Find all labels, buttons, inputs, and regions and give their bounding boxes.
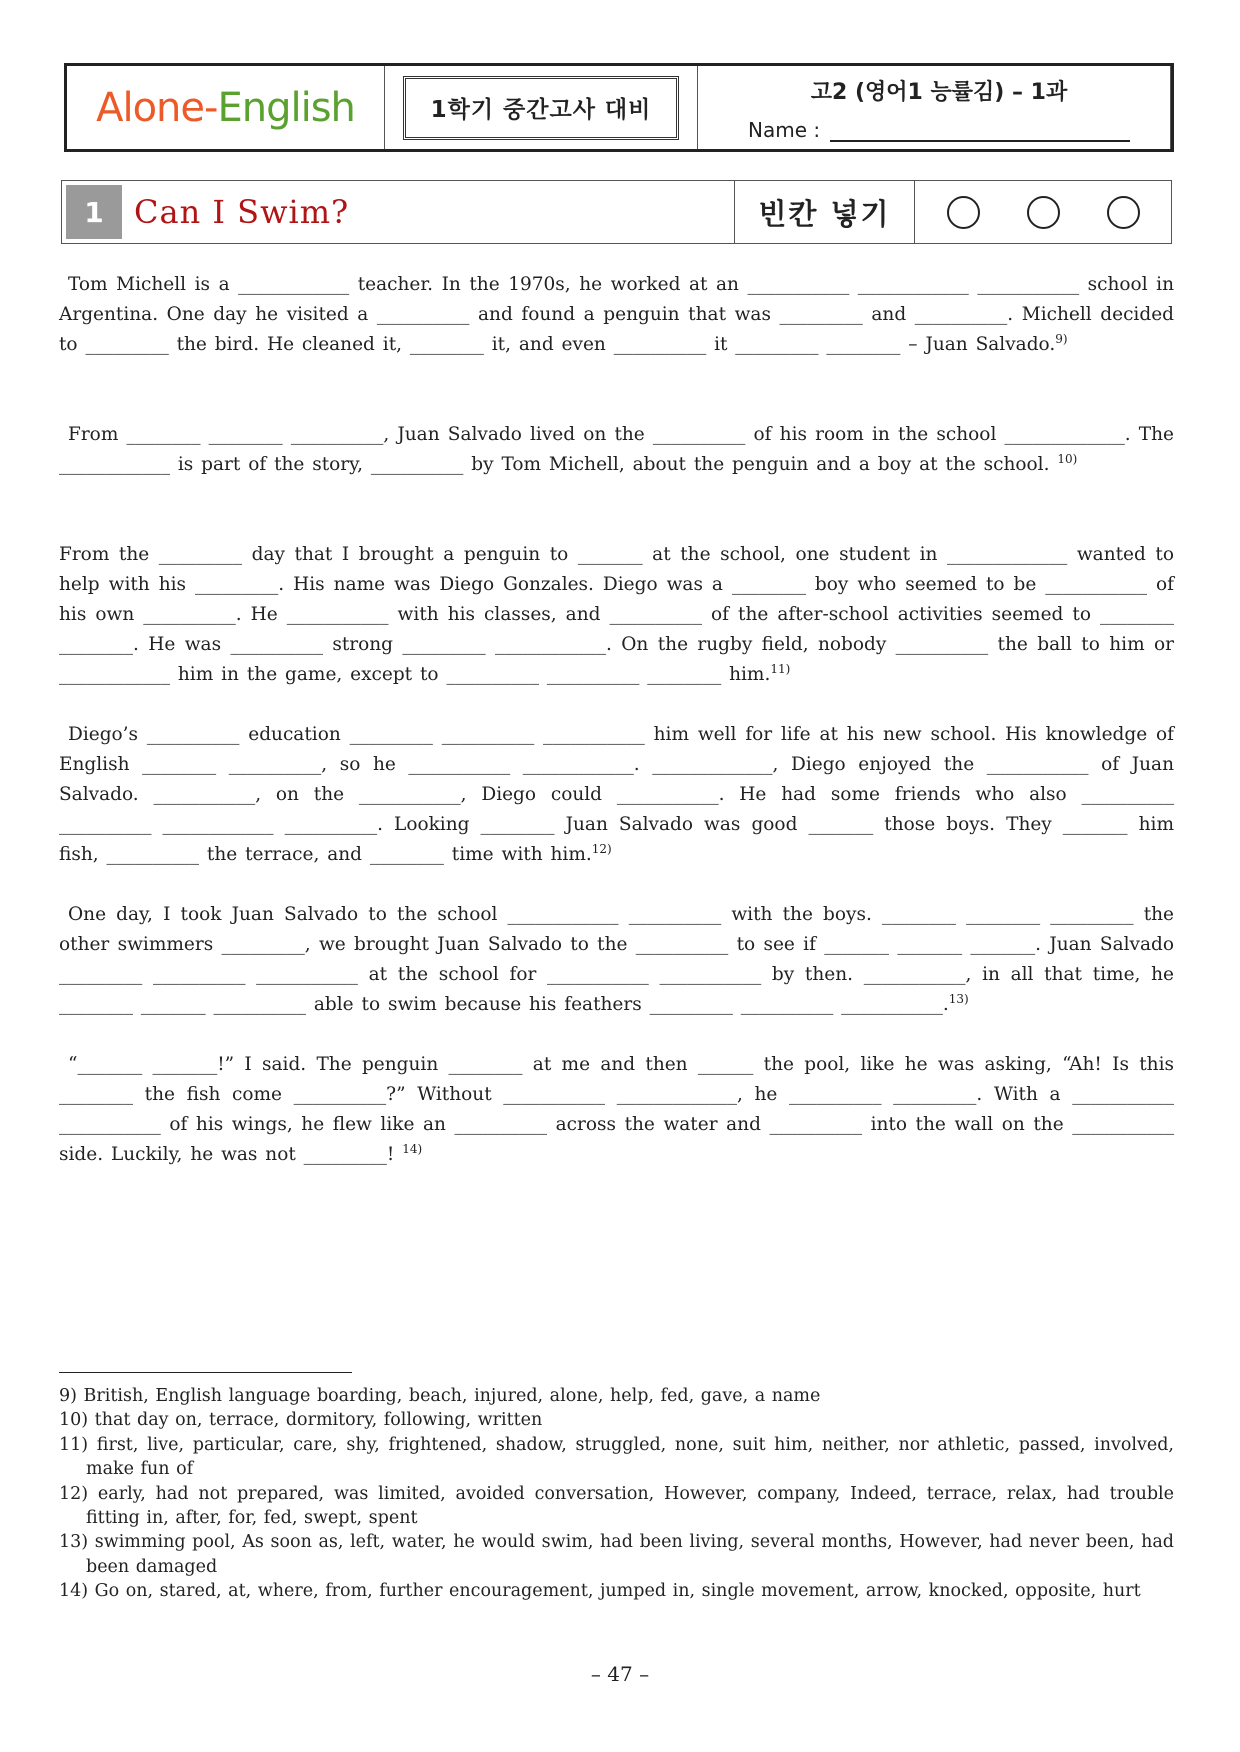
- exam-title: 1학기 중간고사 대비: [403, 76, 679, 140]
- paragraph-text: From the _________ day that I brought a penguin to _______ at the school, one student in _____________ wanted to help with his _________. His name was Diego Gonzales. Diego was a ________ boy who seemed to be ___________ of his own __________. He ___________ with his classes, and __________ of the after-school activities seemed to ________ ________. He was __________ strong _________ ____________. On the rugby field, nobody __________ the ball to him or ____________ him in the game, except to __________ __________ ________ him.: [59, 544, 1174, 685]
- paragraph-text: Tom Michell is a ____________ teacher. In the 1970s, he worked at an ___________ ____________ ___________ school in Argentina. One day he visited a __________ and found a penguin that was _________ and __________. Michell decided to _________ the bird. He cleaned it, ________ it, and even __________ it _________ ________ – Juan Salvado.: [59, 274, 1174, 355]
- footnote-ref: 12): [591, 841, 612, 856]
- footnote-13: 13) swimming pool, As soon as, left, water, he would swim, had been living, several months, However, had never been, had been damaged: [59, 1532, 1174, 1577]
- footnote-ref: 14): [402, 1141, 423, 1156]
- check-circles: [915, 181, 1171, 243]
- check-circle-2[interactable]: [1027, 196, 1060, 229]
- paragraph-5: [59, 900, 1174, 1020]
- check-circle-3[interactable]: [1107, 196, 1140, 229]
- section-title: Can I Swim?: [122, 181, 735, 243]
- name-line[interactable]: [830, 122, 1130, 142]
- paragraph-6: [59, 1050, 1174, 1170]
- paragraph-2: [59, 420, 1174, 480]
- section-type: 빈칸 넣기: [735, 181, 915, 243]
- footnote-11: 11) first, live, particular, care, shy, frightened, shadow, struggled, none, suit him, neither, nor athletic, passed, involved, make fun of: [59, 1434, 1174, 1480]
- footnote-ref: 13): [948, 991, 969, 1006]
- paragraph-text: Diego’s __________ education _________ __________ ___________ him well for life at his new school. His knowledge of English ________ __________, so he ___________ ____________. _____________, Diego enjoyed the ___________ of Juan Salvado. ___________, on the ___________, Diego could ___________. He had some friends who also __________ __________ ____________ __________. Looking ________ Juan Salvado was good _______ those boys. They _______ him fish, __________ the terrace, and ________ time with him.: [59, 724, 1174, 865]
- name-row: [748, 118, 1130, 142]
- footnote-12: 12) early, had not prepared, was limited, avoided conversation, However, company, Indeed, terrace, relax, had trouble fitting in, after, for, fed, swept, spent: [59, 1483, 1174, 1529]
- logo-part2: English: [217, 84, 355, 131]
- paragraph-1: [59, 270, 1174, 360]
- paragraph-text: “_______ _______!” I said. The penguin ________ at me and then ______ the pool, like he was asking, “Ah! Is this ________ the fish come __________?” Without ___________ _____________, he __________ _________. With a ___________ ___________ of his wings, he flew like an __________ across the water and __________ into the wall on the ___________ side. Luckily, he was not _________!: [59, 1054, 1174, 1165]
- footnote-ref: 10): [1057, 451, 1078, 466]
- paragraph-3: [59, 540, 1174, 690]
- footnote-divider: [59, 1372, 352, 1373]
- paragraph-4: [59, 720, 1174, 870]
- logo-part1: Alone: [96, 84, 205, 131]
- footnote-10: 10) that day on, terrace, dormitory, following, written: [59, 1410, 543, 1431]
- footnote-14: 14) Go on, stared, at, where, from, further encouragement, jumped in, single movement, arrow, knocked, opposite, hurt: [59, 1581, 1141, 1602]
- section-bar: [61, 180, 1172, 244]
- footnote-ref: 11): [770, 661, 791, 676]
- brand-logo: [67, 66, 385, 149]
- paragraph-text: From ________ ________ __________, Juan Salvado lived on the __________ of his room in the school _____________. The ____________ is part of the story, __________ by Tom Michell, about the penguin and a boy at the school.: [59, 424, 1174, 475]
- footnote-ref: 9): [1055, 331, 1068, 346]
- info-cell: [698, 66, 1171, 149]
- page-number: – 47 –: [590, 1662, 650, 1686]
- section-number: 1: [66, 185, 122, 239]
- header-table: [64, 63, 1174, 152]
- name-label: Name :: [748, 118, 821, 142]
- paragraph-text: One day, I took Juan Salvado to the school ____________ __________ with the boys. ________ ________ _________ the other swimmers _________, we brought Juan Salvado to the __________ to see if _______ _______ _______. Juan Salvado _________ __________ ___________ at the school for ___________ ___________ by then. ___________, in all that time, he ________ _______ __________ able to swim because his feathers _________ __________ ___________.: [59, 904, 1174, 1015]
- grade-label: 고2 (영어1 능률김) – 1과: [810, 80, 1068, 105]
- footnotes: [59, 1384, 1174, 1604]
- check-circle-1[interactable]: [947, 196, 980, 229]
- exam-cell: [385, 66, 698, 149]
- logo-dash: -: [204, 84, 218, 131]
- footnote-9: 9) British, English language boarding, beach, injured, alone, help, fed, gave, a name: [59, 1386, 821, 1406]
